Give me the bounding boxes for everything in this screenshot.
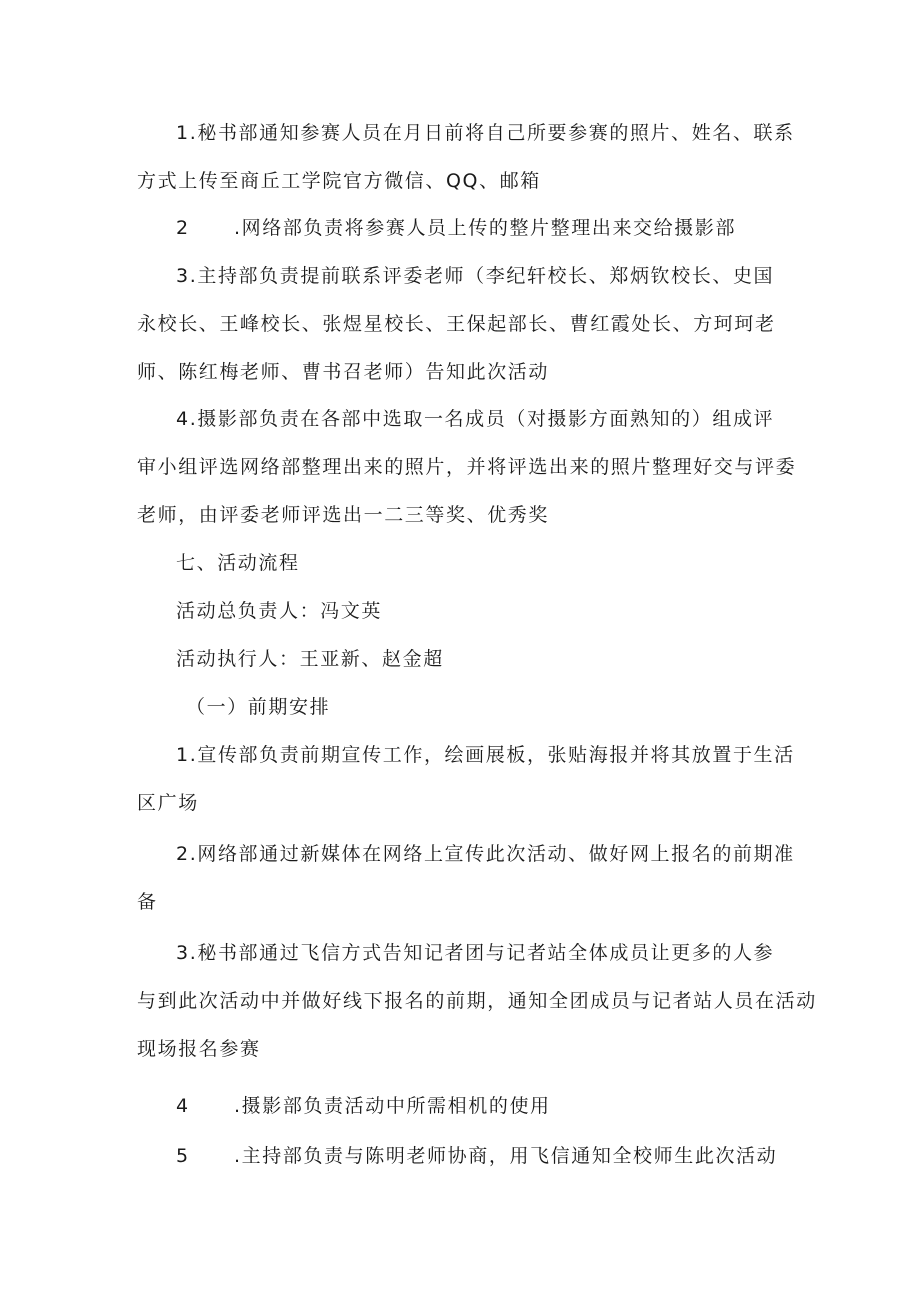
list-number: 3 — [176, 942, 190, 964]
list-number: 4 — [176, 1095, 190, 1117]
item-4-line-1 — [176, 1094, 551, 1118]
paragraph-4-line-3: 老师，由评委老师评选出一二三等奖、优秀奖 — [137, 504, 550, 526]
paragraph-text: .秘书部通知参赛人员在月日前将自己所要参赛的照片、姓名、联系 — [189, 122, 795, 144]
activity-executors: 活动执行人：王亚新、赵金超 — [176, 648, 444, 670]
paragraph-text: .网络部负责将参赛人员上传的整片整理出来交给摄影部 — [234, 217, 737, 239]
list-number: 1 — [176, 744, 190, 766]
paragraph-text: .秘书部通过飞信方式告知记者团与记者站全体成员让更多的人参 — [189, 942, 775, 964]
list-number: 1 — [176, 122, 190, 144]
paragraph-text: .摄影部负责活动中所需相机的使用 — [234, 1095, 551, 1117]
paragraph-3-line-3: 师、陈红梅老师、曹书召老师）告知此次活动 — [137, 361, 550, 383]
list-number: 2 — [176, 843, 190, 865]
paragraph-text: .主持部负责提前联系评委老师（李纪轩校长、郑炳钦校长、史国 — [189, 265, 775, 287]
item-3-line-2: 与到此次活动中并做好线下报名的前期，通知全团成员与记者站人员在活动 — [137, 990, 817, 1012]
item-3-line-3: 现场报名参赛 — [137, 1038, 261, 1060]
paragraph-1-line-2: 方式上传至商丘工学院官方微信、QQ、邮箱 — [137, 170, 541, 192]
paragraph-3-line-2: 永校长、王峰校长、张煜星校长、王保起部长、曹红霞处长、方珂珂老 — [137, 313, 776, 335]
item-1-line-2: 区广场 — [137, 792, 199, 814]
paragraph-text: .网络部通过新媒体在网络上宣传此次活动、做好网上报名的前期准 — [189, 843, 795, 865]
paragraph-4-line-1 — [176, 407, 774, 431]
paragraph-text: .主持部负责与陈明老师协商，用飞信通知全校师生此次活动 — [234, 1145, 778, 1167]
paragraph-3-line-1 — [176, 264, 774, 288]
list-number: 2 — [176, 217, 190, 239]
paragraph-text: .摄影部负责在各部中选取一名成员（对摄影方面熟知的）组成评 — [189, 408, 775, 430]
section-heading: 七、活动流程 — [176, 552, 300, 574]
paragraph-text: .宣传部负责前期宣传工作，绘画展板，张贴海报并将其放置于生活 — [189, 744, 795, 766]
item-2-line-1 — [176, 842, 795, 866]
paragraph-1-line-1 — [176, 121, 795, 145]
item-2-line-2: 备 — [137, 891, 158, 913]
item-1-line-1 — [176, 743, 795, 767]
list-number: 4 — [176, 408, 190, 430]
list-number: 3 — [176, 265, 190, 287]
activity-lead: 活动总负责人：冯文英 — [176, 600, 383, 622]
paragraph-2-line-1 — [176, 216, 736, 240]
item-5-line-1 — [176, 1144, 777, 1168]
item-3-line-1 — [176, 941, 774, 965]
paragraph-4-line-2: 审小组评选网络部整理出来的照片，并将评选出来的照片整理好交与评委 — [137, 456, 797, 478]
subsection-heading: （一）前期安排 — [186, 696, 331, 718]
list-number: 5 — [176, 1145, 190, 1167]
